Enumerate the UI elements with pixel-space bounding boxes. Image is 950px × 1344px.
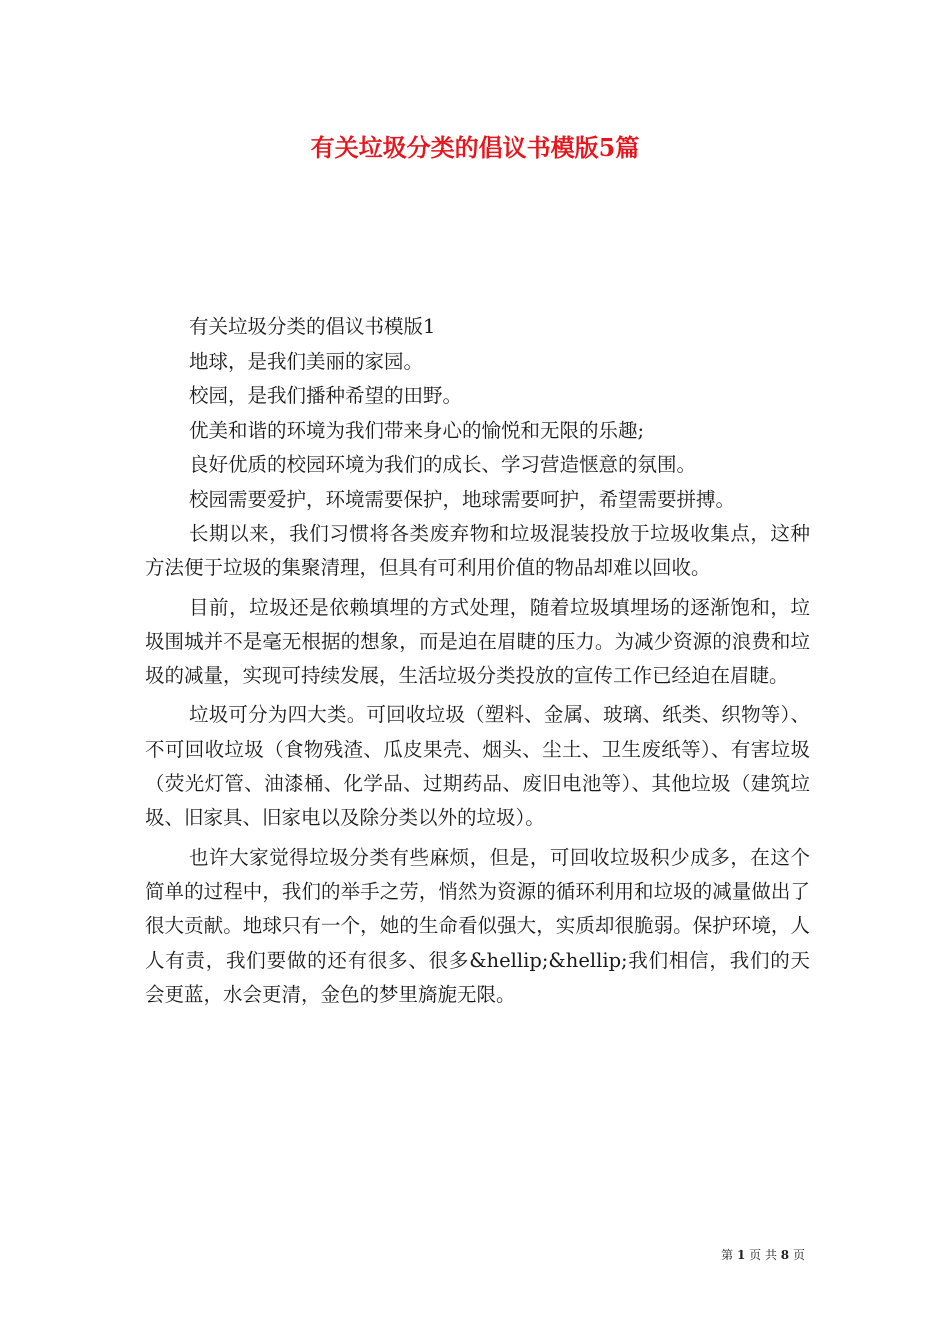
body-line: 校园需要爱护，环境需要保护，地球需要呵护，希望需要拼搏。	[189, 487, 736, 511]
body-line: 地球，是我们美丽的家园。	[189, 349, 424, 373]
section-heading: 有关垃圾分类的倡议书模版1	[189, 315, 436, 338]
total-page-count: 8	[780, 1248, 790, 1262]
footer-middle: 页 共	[749, 1248, 777, 1262]
document-title: 有关垃圾分类的倡议书模版5篇	[310, 133, 640, 162]
document-body	[145, 310, 810, 1012]
body-line: 校园，是我们播种希望的田野。	[189, 384, 463, 407]
footer-prefix: 第	[721, 1248, 734, 1262]
body-paragraph: 垃圾可分为四大类。可回收垃圾（塑料、金属、玻璃、纸类、织物等）、不可回收垃圾（食物残渣、瓜皮果壳、烟头、尘土、卫生废纸等）、有害垃圾（荧光灯管、油漆桶、化学品、过期药品、废旧电池等）、其他垃圾（建筑垃圾、旧家具、旧家电以及除分类以外的垃圾）。	[145, 703, 810, 830]
page-number-footer	[721, 1247, 805, 1263]
body-paragraph: 目前，垃圾还是依赖填埋的方式处理，随着垃圾填埋场的逐渐饱和，垃圾围城并不是毫无根据的想象，而是迫在眉睫的压力。为减少资源的浪费和垃圾的减量，实现可持续发展，生活垃圾分类投放的宣传工作已经迫在眉睫。	[145, 595, 810, 688]
body-paragraph: 也许大家觉得垃圾分类有些麻烦，但是，可回收垃圾积少成多，在这个简单的过程中，我们的举手之劳，悄然为资源的循环利用和垃圾的减量做出了很大贡献。地球只有一个，她的生命看似强大，实质却很脆弱。保护环境，人人有责，我们要做的还有很多、很多&hellip;&hellip;我们相信，我们的天会更蓝，水会更清，金色的梦里旖旎无限。	[145, 845, 810, 1006]
body-line: 优美和谐的环境为我们带来身心的愉悦和无限的乐趣;	[189, 418, 645, 442]
body-line: 良好优质的校园环境为我们的成长、学习营造惬意的氛围。	[189, 453, 697, 476]
body-paragraph: 长期以来，我们习惯将各类废弃物和垃圾混装投放于垃圾收集点，这种方法便于垃圾的集聚清理，但具有可利用价值的物品却难以回收。	[145, 522, 810, 580]
footer-suffix: 页	[792, 1248, 805, 1262]
current-page-number: 1	[736, 1248, 746, 1262]
